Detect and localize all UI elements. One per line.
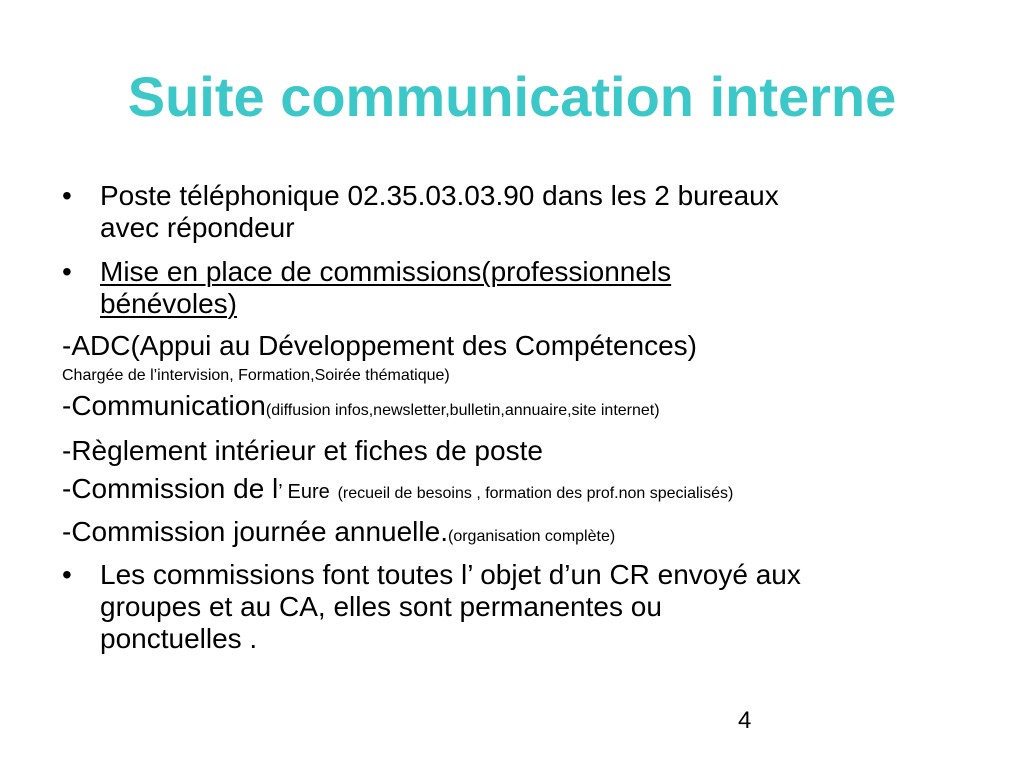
bullet-commissions-line2: bénévoles) xyxy=(100,288,237,319)
adc-line: -ADC(Appui au Développement des Compétences) xyxy=(62,330,697,361)
commission-annuelle-note: (organisation complète) xyxy=(447,528,616,545)
commission-eure-eure: ’ Eure xyxy=(278,481,330,503)
commission-eure-line xyxy=(62,473,982,510)
bullet-commissions-line1: Mise en place de commissions(professionnels xyxy=(100,256,672,287)
bullet-icon: • xyxy=(62,559,72,590)
bullet-cr xyxy=(62,559,982,655)
bullet-telephone-line1: Poste téléphonique 02.35.03.03.90 dans les 2 bureaux xyxy=(100,180,779,211)
slide-title: Suite communication interne xyxy=(127,65,897,128)
commission-eure-main: -Commission de l xyxy=(62,473,279,504)
communication-note: (diffusion infos,newsletter,bulletin,annuaire,site internet) xyxy=(265,402,660,419)
adc-note: Chargée de l’intervision, Formation,Soirée thématique) xyxy=(62,367,450,384)
bullet-commissions xyxy=(62,256,982,320)
commission-annuelle-main: -Commission journée annuelle. xyxy=(62,516,448,547)
bullet-icon: • xyxy=(62,256,72,287)
bullet-telephone-line2: avec répondeur xyxy=(100,212,295,243)
bullet-telephone xyxy=(62,180,982,244)
reglement-line: -Règlement intérieur et fiches de poste xyxy=(62,435,543,466)
bullet-icon: • xyxy=(62,180,72,211)
bullet-cr-line2: groupes et au CA, elles sont permanentes ou xyxy=(100,591,662,622)
commission-eure-note: (recueil de besoins , formation des prof.non specialisés) xyxy=(337,485,734,502)
commission-annuelle-line xyxy=(62,516,982,553)
communication-main: -Communication xyxy=(62,390,266,421)
slide-body xyxy=(62,180,982,655)
bullet-cr-line3: ponctuelles . xyxy=(100,623,258,654)
bullet-cr-line1: Les commissions font toutes l’ objet d’un CR envoyé aux xyxy=(100,559,801,590)
page-number: 4 xyxy=(738,707,752,734)
communication-line xyxy=(62,390,982,427)
